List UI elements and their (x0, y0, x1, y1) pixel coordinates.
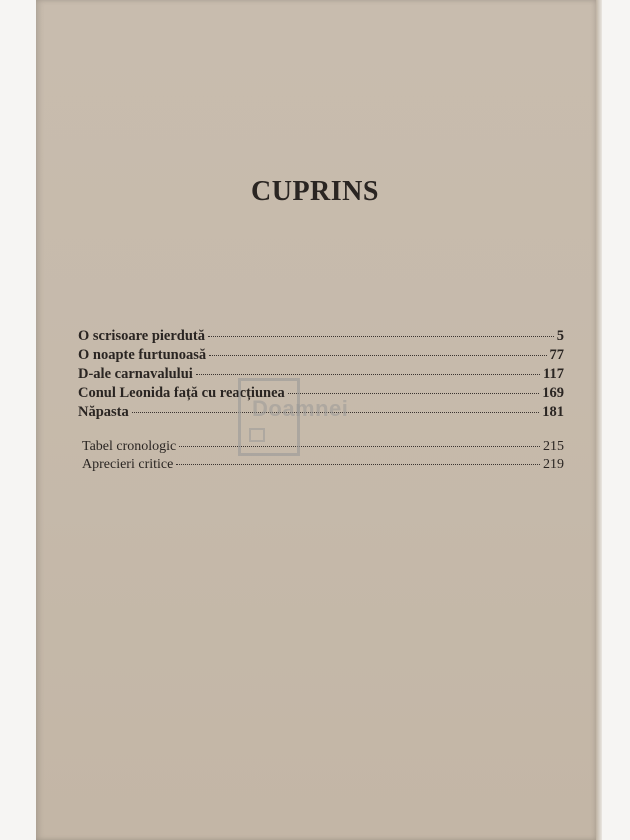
toc-entry-page: 169 (542, 385, 564, 401)
toc-entry-title: Tabel cronologic (82, 439, 177, 454)
toc-entry-title: O scrisoare pierdută (78, 328, 205, 344)
page-title: CUPRINS (251, 176, 379, 207)
toc-entry-title: D-ale carnavalului (78, 366, 193, 382)
toc-entry-page: 117 (543, 366, 564, 382)
dot-leader (196, 362, 540, 375)
watermark-logo-icon (249, 428, 265, 442)
toc-entry (82, 455, 564, 473)
toc-entry-title: Năpasta (78, 404, 129, 420)
dot-leader (288, 381, 539, 394)
toc-entry-title: O noapte furtunoasă (78, 347, 207, 363)
toc-entry-page: 219 (543, 457, 564, 472)
watermark-text: Doamnei (252, 396, 349, 421)
dot-leader (209, 343, 546, 356)
page-edge (596, 0, 602, 840)
toc-entry-page: 77 (549, 347, 564, 363)
toc-entry-page: 181 (542, 404, 564, 420)
toc-entry-title: Aprecieri critice (82, 457, 174, 472)
toc-entry-page: 215 (543, 439, 564, 454)
table-of-contents-appendix (82, 437, 564, 473)
dot-leader (179, 434, 540, 447)
dot-leader (176, 452, 540, 465)
toc-entry-page: 5 (556, 328, 564, 344)
toc-entry-title: Conul Leonida față cu reacțiunea (78, 385, 285, 401)
dot-leader (208, 324, 554, 337)
